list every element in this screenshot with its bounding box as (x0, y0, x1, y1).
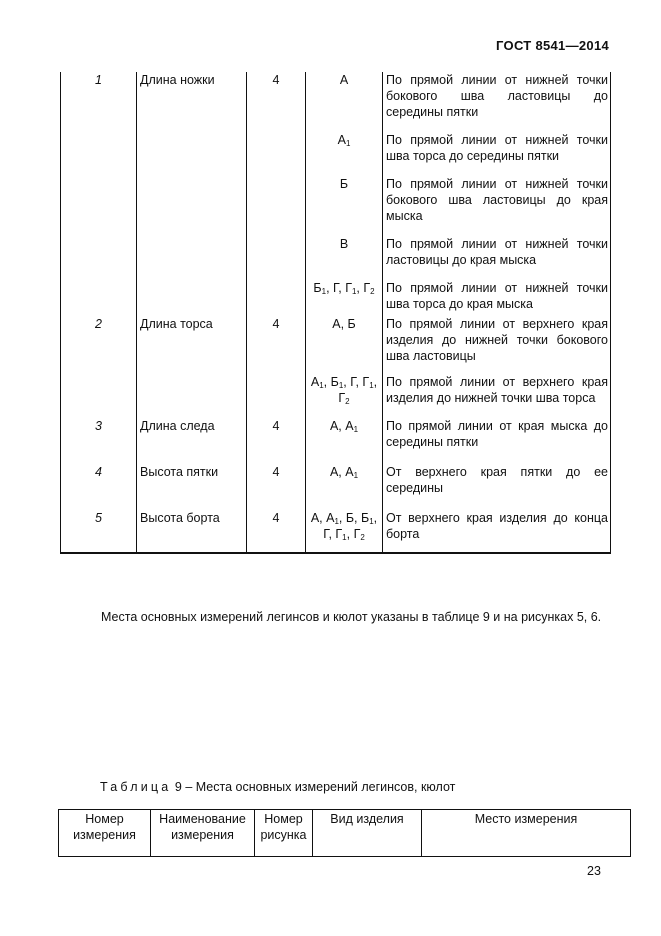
measurement-place-cell (383, 132, 611, 176)
header-measurement-place: Место измерения (422, 810, 631, 857)
measurement-place-cell (383, 316, 611, 374)
product-type-cell (306, 132, 383, 176)
product-type: $А_1$, $Б_1$, Г, $Г_1$, $Г_2$ (310, 375, 378, 406)
figure-number: 4 (272, 317, 280, 331)
measurement-name-cell (137, 132, 247, 176)
figure-number-cell (247, 132, 306, 176)
measurement-place: От верхнего края изделия до конца борта (386, 511, 608, 541)
measurement-number: 2 (95, 317, 102, 331)
measurement-number-cell (61, 510, 137, 553)
measurement-place-cell (383, 176, 611, 236)
measurement-place: По прямой линии от нижней точки ластовицы до края мыска (386, 237, 608, 267)
table-row (61, 418, 611, 464)
figure-number-cell (247, 418, 306, 464)
product-type: А, Б (332, 317, 356, 331)
measurement-place: По прямой линии от нижней точки шва торса до края мыска (386, 281, 608, 311)
table-row (61, 510, 611, 553)
measurement-place-cell (383, 236, 611, 280)
measurement-place: По прямой линии от края мыска до середины пятки (386, 419, 608, 449)
figure-number-cell (247, 176, 306, 236)
table-row (61, 72, 611, 132)
product-type-cell (306, 316, 383, 374)
measurement-number-cell (61, 316, 137, 374)
figure-number-cell (247, 72, 306, 132)
figure-number: 4 (272, 465, 280, 479)
product-type: А, $А_1$, Б, $Б_1$, Г, $Г_1$, $Г_2$ (310, 511, 378, 542)
figure-number: 4 (272, 511, 280, 525)
product-type-cell (306, 418, 383, 464)
table-row (61, 464, 611, 510)
figure-number-cell (247, 236, 306, 280)
product-type-cell (306, 72, 383, 132)
figure-number: 4 (272, 73, 280, 87)
product-type: $А_1$ (337, 133, 351, 148)
measurement-number: 3 (95, 419, 102, 433)
table-row (61, 236, 611, 280)
figure-number-cell (247, 316, 306, 374)
product-type-cell (306, 464, 383, 510)
header-product-type: Вид изделия (313, 810, 422, 857)
measurement-name: Длина торса (140, 317, 213, 331)
measurement-place-cell (383, 374, 611, 418)
measurements-table-8-continued (60, 72, 611, 554)
measurement-name-cell (137, 374, 247, 418)
measurement-place: По прямой линии от нижней точки шва торса до середины пятки (386, 133, 608, 163)
measurement-name-cell (137, 72, 247, 132)
figure-number: 4 (272, 419, 280, 433)
measurement-number-cell (61, 236, 137, 280)
table-row (61, 280, 611, 316)
header-measurement-number: Номер измерения (59, 810, 151, 857)
table-row (61, 374, 611, 418)
measurement-number-cell (61, 374, 137, 418)
measurement-place: По прямой линии от нижней точки бокового шва ластовицы до середины пятки (386, 73, 608, 119)
product-type: А, $А_1$ (329, 465, 359, 480)
note-paragraph: Места основных измерений легинсов и кюлот указаны в таблице 9 и на рисунках 5, 6. (101, 610, 602, 624)
measurement-name: Высота пятки (140, 465, 219, 479)
page-number: 23 (587, 864, 601, 878)
figure-number-cell (247, 464, 306, 510)
product-type-cell (306, 236, 383, 280)
caption-text: 9 – Места основных измерений легинсов, кюлот (171, 780, 456, 794)
measurement-name: Длина ножки (140, 73, 215, 87)
standard-header: ГОСТ 8541—2014 (496, 38, 609, 53)
measurement-number: 4 (95, 465, 102, 479)
measurement-name-cell (137, 418, 247, 464)
measurement-place: По прямой линии от верхнего края изделия до нижней точки шва торса (386, 375, 608, 405)
measurement-number-cell (61, 418, 137, 464)
product-type: $Б_1$, Г, $Г_1$, $Г_2$ (313, 281, 375, 296)
caption-word: Таблица (100, 780, 172, 794)
product-type: Б (339, 177, 349, 191)
measurement-place: По прямой линии от нижней точки бокового шва ластовицы до края мыска (386, 177, 608, 223)
product-type: В (339, 237, 349, 251)
product-type: А (339, 73, 349, 87)
table-9-caption (100, 780, 455, 794)
measurement-place-cell (383, 510, 611, 553)
table-9-header-row (59, 810, 631, 857)
measurement-name: Высота борта (140, 511, 220, 525)
figure-number-cell (247, 280, 306, 316)
measurement-name-cell (137, 176, 247, 236)
measurement-place-cell (383, 280, 611, 316)
measurement-number-cell (61, 132, 137, 176)
table-row (61, 316, 611, 374)
measurement-name: Длина следа (140, 419, 215, 433)
figure-number-cell (247, 510, 306, 553)
product-type: А, $А_1$ (329, 419, 359, 434)
table-row (61, 176, 611, 236)
measurement-number: 1 (95, 73, 102, 87)
measurement-name-cell (137, 316, 247, 374)
measurement-number-cell (61, 280, 137, 316)
header-figure-number: Номер рисунка (255, 810, 313, 857)
product-type-cell (306, 510, 383, 553)
measurement-place-cell (383, 72, 611, 132)
measurement-place: По прямой линии от верхнего края изделия до нижней точки бокового шва ластовицы (386, 317, 608, 363)
measurement-number: 5 (95, 511, 102, 525)
measurement-number-cell (61, 176, 137, 236)
measurement-name-cell (137, 280, 247, 316)
measurement-place: От верхнего края пятки до ее середины (386, 465, 608, 495)
measurement-place-cell (383, 418, 611, 464)
measurement-name-cell (137, 510, 247, 553)
measurements-table-9 (58, 809, 631, 857)
header-measurement-name: Наименование измерения (151, 810, 255, 857)
measurement-name-cell (137, 464, 247, 510)
measurement-number-cell (61, 72, 137, 132)
table-row (61, 132, 611, 176)
measurement-place-cell (383, 464, 611, 510)
measurement-name-cell (137, 236, 247, 280)
measurement-number-cell (61, 464, 137, 510)
product-type-cell (306, 374, 383, 418)
product-type-cell (306, 176, 383, 236)
figure-number-cell (247, 374, 306, 418)
product-type-cell (306, 280, 383, 316)
